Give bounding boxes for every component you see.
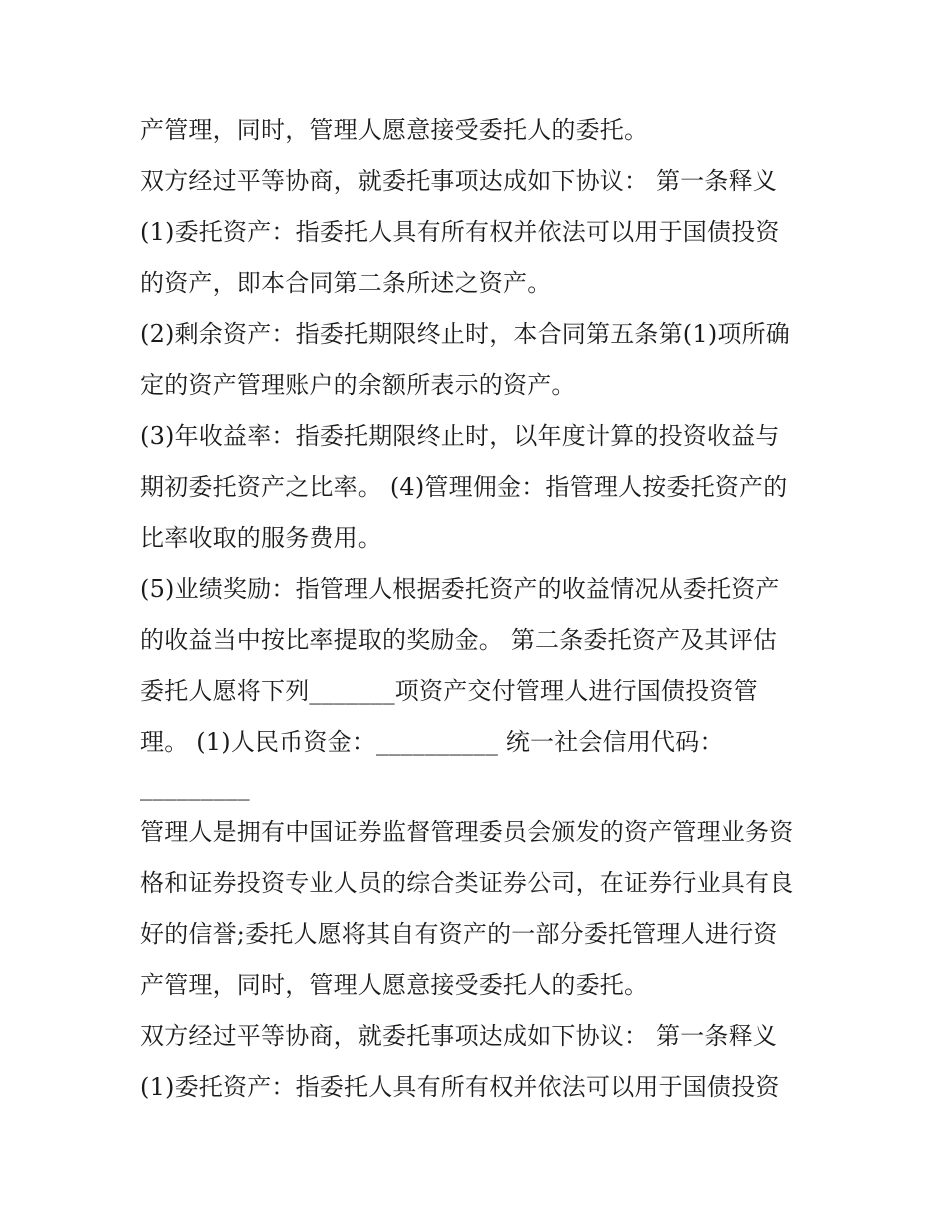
text-line: (1)委托资产：指委托人具有所有权并依法可以用于国债投资 xyxy=(140,218,780,246)
text-line: 理。 (1)人民币资金：__________ 统一社会信用代码： xyxy=(140,728,724,756)
text-line: 的资产，即本合同第二条所述之资产。 xyxy=(140,269,552,297)
text-line: 好的信誉;委托人愿将其自有资产的一部分委托管理人进行资 xyxy=(140,920,778,948)
text-line: 格和证券投资专业人员的综合类证券公司，在证券行业具有良 xyxy=(140,869,794,897)
text-line: (3)年收益率：指委托期限终止时，以年度计算的投资收益与 xyxy=(140,422,780,450)
text-line: 期初委托资产之比率。 (4)管理佣金：指管理人按委托资产的 xyxy=(140,473,788,501)
text-line: 双方经过平等协商，就委托事项达成如下协议： 第一条释义 xyxy=(140,1022,778,1050)
text-line: (2)剩余资产：指委托期限终止时，本合同第五条第(1)项所确 xyxy=(140,320,790,348)
text-line: 的收益当中按比率提取的奖励金。 第二条委托资产及其评估 xyxy=(140,626,778,654)
text-line: 委托人愿将下列_______项资产交付管理人进行国债投资管 xyxy=(140,677,758,705)
text-line: (5)业绩奖励：指管理人根据委托资产的收益情况从委托资产 xyxy=(140,575,780,603)
text-line: _________ xyxy=(140,773,250,801)
text-line: 比率收取的服务费用。 xyxy=(140,524,382,552)
text-line: 产管理，同时，管理人愿意接受委托人的委托。 xyxy=(140,971,649,999)
text-line: 定的资产管理账户的余额所表示的资产。 xyxy=(140,371,576,399)
text-line: 产管理，同时，管理人愿意接受委托人的委托。 xyxy=(140,116,649,144)
text-line: 双方经过平等协商，就委托事项达成如下协议： 第一条释义 xyxy=(140,167,778,195)
text-line: 管理人是拥有中国证券监督管理委员会颁发的资产管理业务资 xyxy=(140,818,794,846)
text-line: (1)委托资产：指委托人具有所有权并依法可以用于国债投资 xyxy=(140,1073,780,1101)
